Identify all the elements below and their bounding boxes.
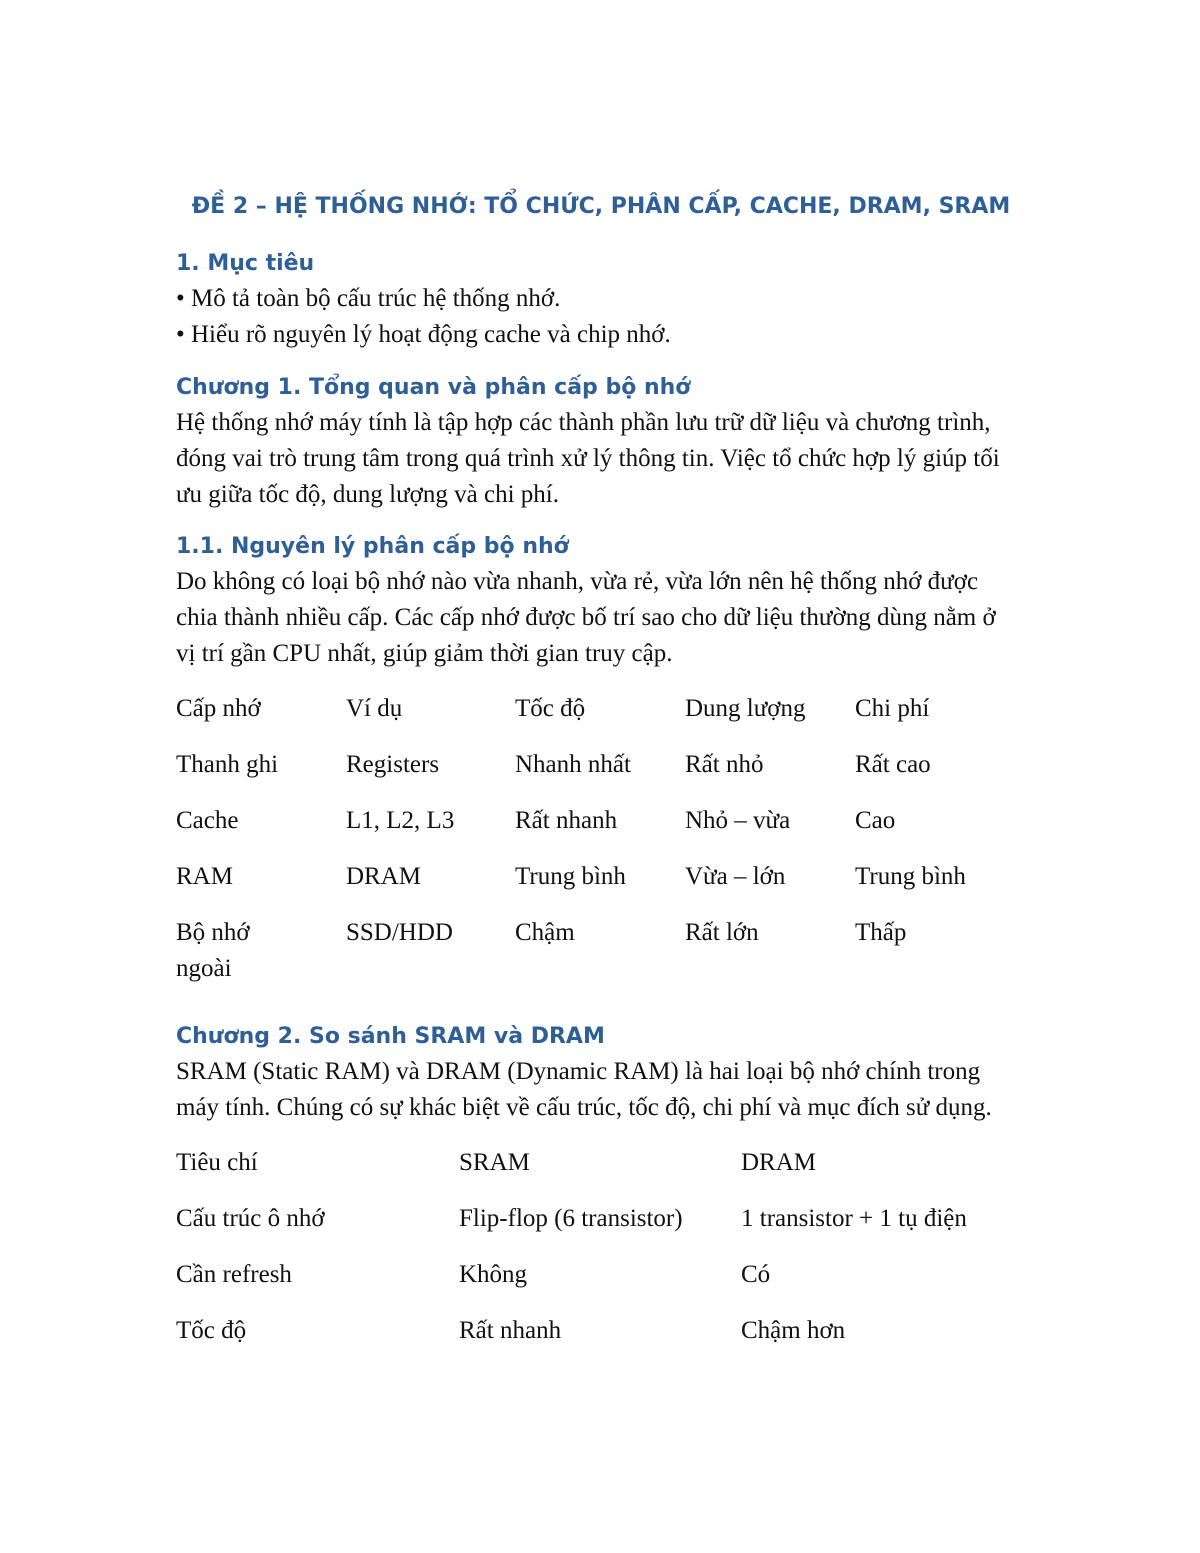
table-row — [176, 859, 1025, 915]
table-header-row — [176, 691, 1025, 747]
table-cell: Bộ nhớ ngoài — [176, 919, 250, 982]
section-1-1-paragraph: Do không có loại bộ nhớ nào vừa nhanh, vừa rẻ, vừa lớn nên hệ thống nhớ được chia thành nhiều cấp. Các cấp nhớ được bố trí sao cho dữ liệu thường dùng nằm ở vị trí gần CPU nhất, giúp giảm thời gian truy cập. — [176, 568, 996, 667]
objectives-list — [176, 281, 1026, 353]
table-cell: Cấu trúc ô nhớ — [176, 1205, 325, 1232]
table-cell: Chậm hơn — [741, 1317, 846, 1344]
table-cell: SSD/HDD — [346, 919, 453, 946]
table-header-cell: DRAM — [741, 1149, 817, 1176]
table-cell: Trung bình — [515, 863, 626, 890]
table-row — [176, 1201, 1026, 1257]
table-cell: Rất nhỏ — [685, 751, 764, 778]
table-cell: Registers — [346, 751, 440, 778]
table-cell: L1, L2, L3 — [346, 807, 455, 834]
table-cell: 1 transistor + 1 tụ điện — [741, 1205, 967, 1232]
list-item: • Mô tả toàn bộ cấu trúc hệ thống nhớ. — [176, 285, 561, 312]
table-cell: Cache — [176, 807, 239, 834]
table-header-cell: Chi phí — [855, 695, 930, 722]
chapter2-heading: Chương 2. So sánh SRAM và DRAM — [176, 1024, 605, 1049]
document-title: ĐỀ 2 – HỆ THỐNG NHỚ: TỔ CHỨC, PHÂN CẤP, CACHE, DRAM, SRAM — [191, 194, 1011, 219]
chapter1-heading: Chương 1. Tổng quan và phân cấp bộ nhớ — [176, 375, 691, 400]
chapter2-paragraph: SRAM (Static RAM) và DRAM (Dynamic RAM) là hai loại bộ nhớ chính trong máy tính. Chúng có sự khác biệt về cấu trúc, tốc độ, chi phí và mục đích sử dụng. — [176, 1058, 992, 1121]
table-cell: Trung bình — [855, 863, 966, 890]
table-row — [176, 915, 1025, 1005]
document-content — [176, 192, 1026, 1369]
table-cell: Tốc độ — [176, 1317, 247, 1344]
table-header-row — [176, 1145, 1026, 1201]
chapter1-paragraph: Hệ thống nhớ máy tính là tập hợp các thành phần lưu trữ dữ liệu và chương trình, đóng vai trò trung tâm trong quá trình xử lý thông tin. Việc tổ chức hợp lý giúp tối ưu giữa tốc độ, dung lượng và chi phí. — [176, 409, 1000, 508]
table-cell: Không — [459, 1261, 528, 1288]
table-cell: Nhanh nhất — [515, 751, 631, 778]
table-cell: Rất cao — [855, 751, 931, 778]
table-row — [176, 747, 1025, 803]
table-cell: Thanh ghi — [176, 751, 279, 778]
table-header-cell: Tốc độ — [515, 695, 586, 722]
table-cell: Vừa – lớn — [685, 863, 786, 890]
objectives-heading: 1. Mục tiêu — [176, 251, 315, 276]
table-cell: Rất lớn — [685, 919, 759, 946]
table-header-cell: Ví dụ — [346, 695, 403, 722]
table-row — [176, 1313, 1026, 1369]
table-cell: Cao — [855, 807, 896, 834]
section-1-1-heading: 1.1. Nguyên lý phân cấp bộ nhớ — [176, 534, 569, 559]
table-cell: DRAM — [346, 863, 422, 890]
table-header-cell: SRAM — [459, 1149, 530, 1176]
table-cell: Rất nhanh — [459, 1317, 562, 1344]
memory-hierarchy-table — [176, 691, 1025, 1005]
table-cell: Thấp — [855, 919, 907, 946]
table-cell: Nhỏ – vừa — [685, 807, 791, 834]
table-cell: Flip-flop (6 transistor) — [459, 1205, 683, 1232]
table-row — [176, 1257, 1026, 1313]
list-item: • Hiểu rõ nguyên lý hoạt động cache và chip nhớ. — [176, 321, 671, 348]
table-header-cell: Tiêu chí — [176, 1149, 258, 1176]
table-cell: Có — [741, 1261, 771, 1288]
sram-dram-table — [176, 1145, 1026, 1369]
table-cell: Chậm — [515, 919, 575, 946]
table-row — [176, 803, 1025, 859]
table-cell: RAM — [176, 863, 233, 890]
table-cell: Rất nhanh — [515, 807, 618, 834]
table-cell: Cần refresh — [176, 1261, 292, 1288]
table-header-cell: Cấp nhớ — [176, 695, 261, 722]
table-header-cell: Dung lượng — [685, 695, 806, 722]
